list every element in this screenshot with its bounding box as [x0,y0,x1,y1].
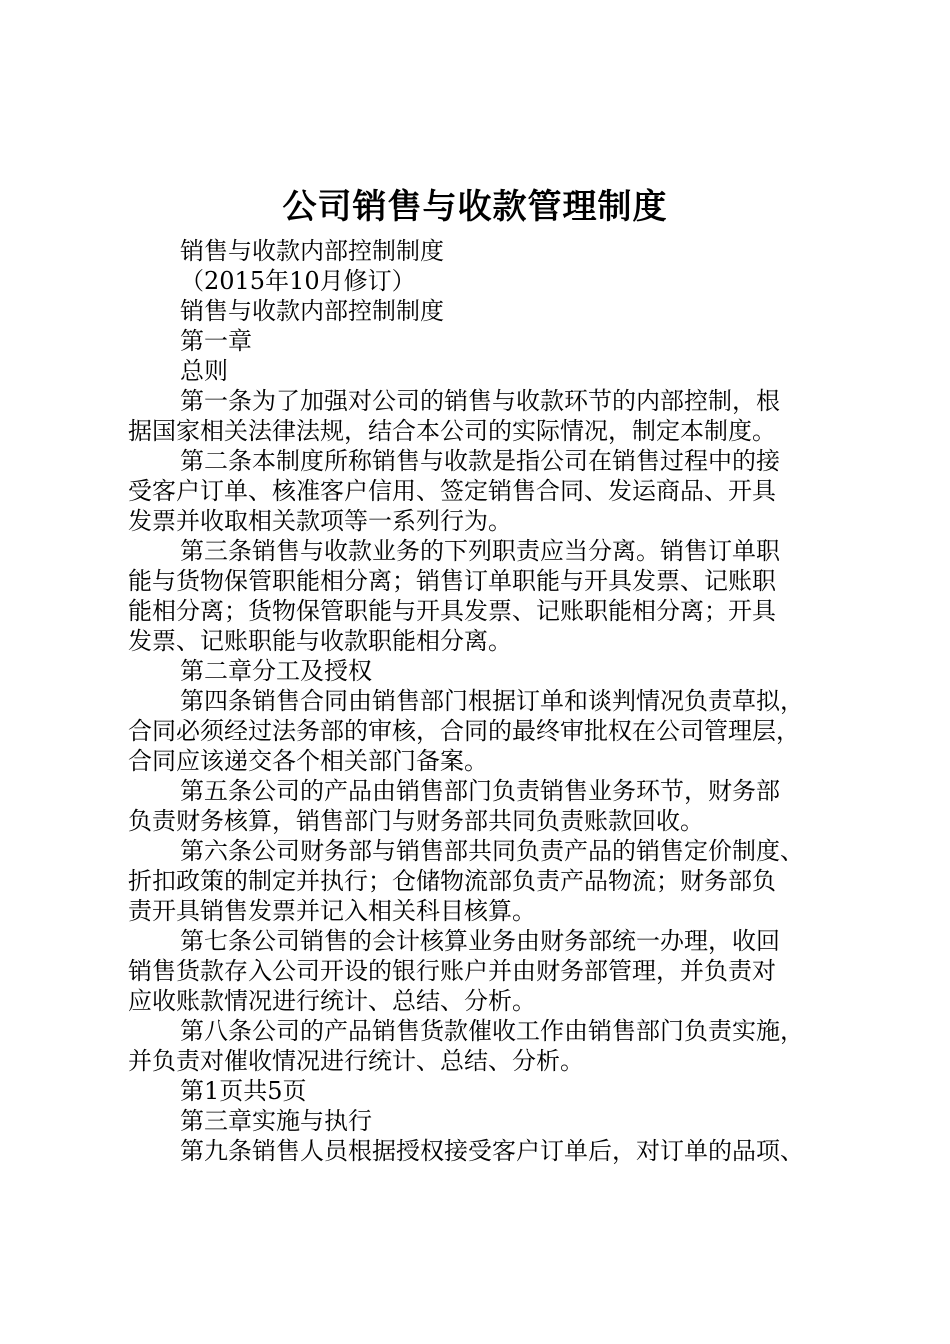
text-line: 并负责对催收情况进行统计、总结、分析。 [128,1047,584,1075]
text-line: 第四条销售合同由销售部门根据订单和谈判情况负责草拟， [180,687,804,715]
text-line: 发票、记账职能与收款职能相分离。 [128,627,512,655]
text-line: 第二条本制度所称销售与收款是指公司在销售过程中的接 [180,447,780,475]
text-line: 第1页共5页 [180,1077,307,1105]
text-line: 发票并收取相关款项等一系列行为。 [128,507,512,535]
text-line: 能相分离；货物保管职能与开具发票、记账职能相分离；开具 [128,597,776,625]
text-line: 第二章分工及授权 [180,657,372,685]
text-line: 应收账款情况进行统计、总结、分析。 [128,987,536,1015]
text-line: 销售货款存入公司开设的银行账户并由财务部管理，并负责对 [128,957,776,985]
text-line: 合同必须经过法务部的审核，合同的最终审批权在公司管理层， [128,717,800,745]
text-line: 第一章 [180,327,252,355]
text-line: 受客户订单、核准客户信用、签定销售合同、发运商品、开具 [128,477,776,505]
text-line: 第八条公司的产品销售货款催收工作由销售部门负责实施， [180,1017,804,1045]
text-line: （2015年10月修订） [180,267,416,295]
text-line: 据国家相关法律法规，结合本公司的实际情况，制定本制度。 [128,417,776,445]
text-line: 第五条公司的产品由销售部门负责销售业务环节，财务部 [180,777,780,805]
text-line: 折扣政策的制定并执行；仓储物流部负责产品物流；财务部负 [128,867,776,895]
text-line: 第三章实施与执行 [180,1107,372,1135]
text-line: 销售与收款内部控制制度 [180,297,444,325]
document-body [128,236,838,1166]
text-line: 第一条为了加强对公司的销售与收款环节的内部控制，根 [180,387,780,415]
text-line: 第九条销售人员根据授权接受客户订单后，对订单的品项、 [180,1137,804,1165]
text-line: 负责财务核算，销售部门与财务部共同负责账款回收。 [128,807,704,835]
text-line: 销售与收款内部控制制度 [180,237,444,265]
text-line: 合同应该递交各个相关部门备案。 [128,747,488,775]
text-line: 第七条公司销售的会计核算业务由财务部统一办理，收回 [180,927,780,955]
text-line: 能与货物保管职能相分离；销售订单职能与开具发票、记账职 [128,567,776,595]
text-line: 第六条公司财务部与销售部共同负责产品的销售定价制度、 [180,837,804,865]
text-line: 总则 [180,357,228,385]
text-line: 第三条销售与收款业务的下列职责应当分离。销售订单职 [180,537,780,565]
text-line: 责开具销售发票并记入相关科目核算。 [128,897,536,925]
document-title: 公司销售与收款管理制度 [282,187,668,227]
